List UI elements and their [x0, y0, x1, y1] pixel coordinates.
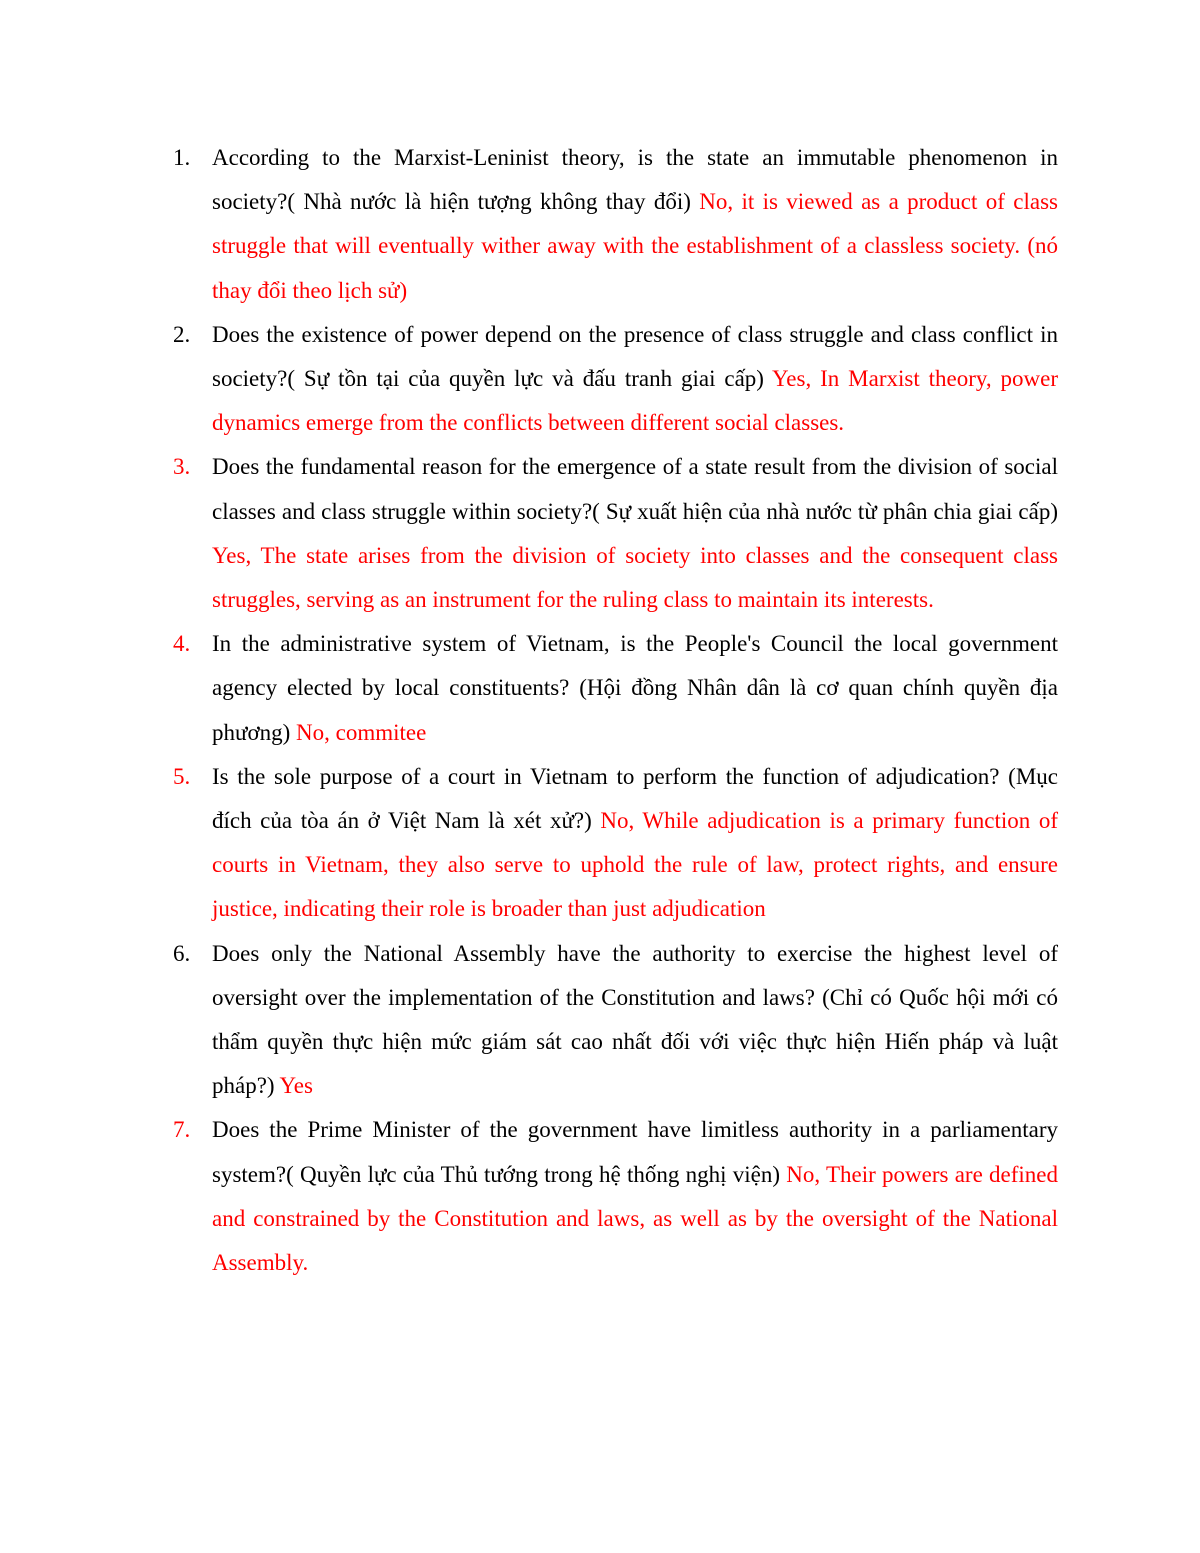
item-number: 2.	[173, 321, 191, 347]
answer-text: No, While adjudication is a primary function of courts in Vietnam, they also serve to uphold the rule of law, protect rights, and ensure justice, indicating their role is broader than just adjudication	[212, 808, 1058, 922]
question-text: Is the sole purpose of a court in Vietnam to perform the function of adjudication? (Mục đích của tòa án ở Việt Nam là xét xử?)	[212, 763, 1058, 834]
answer-text: Yes, In Marxist theory, power dynamics emerge from the conflicts between different social classes.	[212, 366, 1059, 436]
question-text: Does only the National Assembly have the authority to exercise the highest level of oversight over the implementation of the Constitution and laws? (Chỉ có Quốc hội mới có thẩm quyền thực hiện mức giám sát cao nhất đối với việc thực hiện Hiến pháp và luật pháp?)	[212, 940, 1058, 1099]
answer-text: No, it is viewed as a product of class struggle that will eventually wither away with the establishment of a classless society. (nó thay đổi theo lịch sử)	[212, 189, 1058, 303]
item-number: 4.	[173, 631, 191, 657]
qa-item-6	[145, 932, 1058, 1109]
answer-text: Yes, The state arises from the division of society into classes and the consequent class struggles, serving as an instrument for the ruling class to maintain its interests.	[212, 542, 1058, 613]
answer-text: No, Their powers are defined and constrained by the Constitution and laws, as well as by the oversight of the National Assembly.	[212, 1161, 1058, 1276]
item-number: 5.	[173, 763, 191, 789]
item-number: 7.	[173, 1117, 191, 1143]
answer-text: No, commitee	[296, 719, 427, 745]
question-text: According to the Marxist-Leninist theory, is the state an immutable phenomenon in society?( Nhà nước là hiện tượng không thay đổi)	[212, 145, 1058, 215]
qa-item-1	[145, 136, 1058, 313]
qa-item-4	[145, 622, 1058, 755]
qa-item-5	[145, 755, 1058, 932]
question-text: Does the existence of power depend on the presence of class struggle and class conflict in society?( Sự tồn tại của quyền lực và đấu tranh giai cấp)	[212, 321, 1058, 392]
item-number: 3.	[173, 454, 191, 480]
qa-item-7	[145, 1108, 1058, 1285]
qa-item-3	[145, 445, 1058, 622]
answer-text: Yes	[279, 1073, 313, 1099]
item-number: 1.	[173, 145, 191, 170]
item-number: 6.	[173, 940, 191, 966]
qa-item-2	[145, 313, 1058, 446]
question-list	[145, 136, 1058, 1285]
question-text: Does the Prime Minister of the government have limitless authority in a parliamentary system?( Quyền lực của Thủ tướng trong hệ thống nghị viện)	[212, 1117, 1058, 1187]
question-text: Does the fundamental reason for the emergence of a state result from the division of social classes and class struggle within society?( Sự xuất hiện của nhà nước từ phân chia giai cấp)	[212, 454, 1058, 524]
question-text: In the administrative system of Vietnam, is the People's Council the local government agency elected by local constituents? (Hội đồng Nhân dân là cơ quan chính quyền địa phương)	[212, 631, 1058, 745]
